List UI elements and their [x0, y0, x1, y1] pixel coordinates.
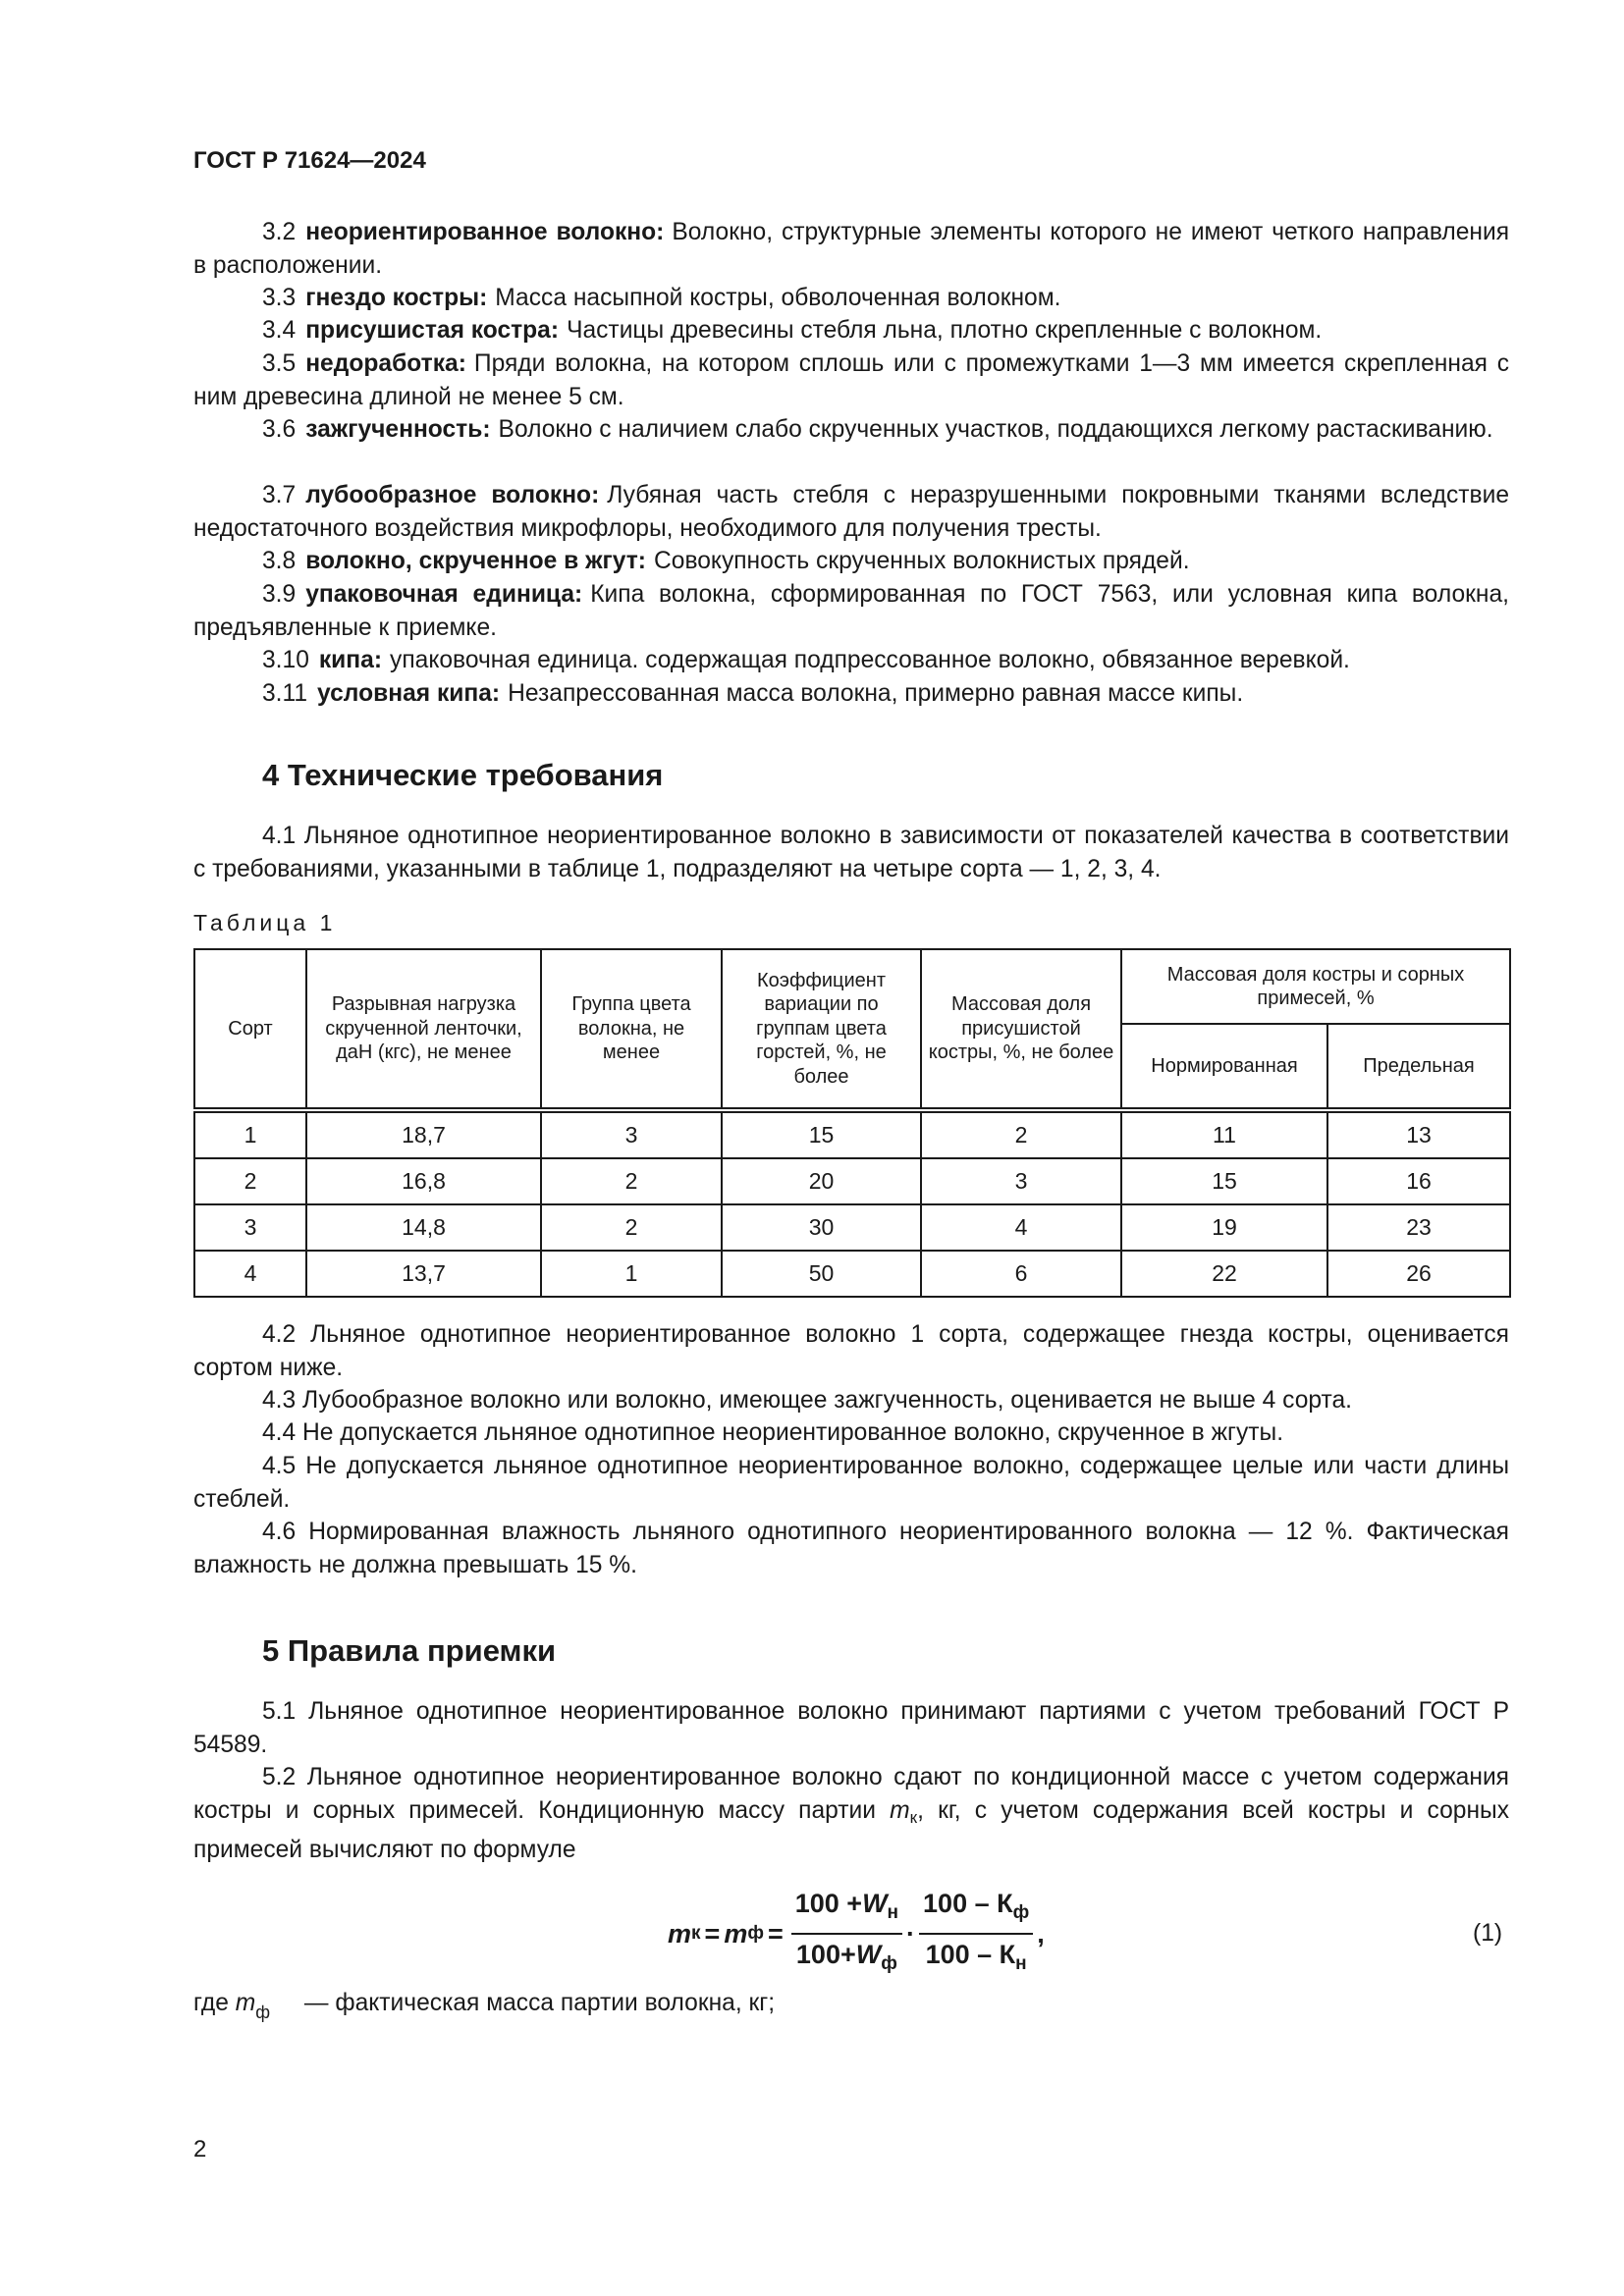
definition-term: недоработка:	[305, 350, 466, 377]
page-number: 2	[193, 2136, 207, 2163]
table-caption: Таблица 1	[193, 910, 337, 935]
table-cell: 3	[921, 1158, 1121, 1204]
definition-term: присушистая костра:	[305, 317, 560, 344]
definition-3-10	[193, 644, 1509, 677]
formula-fraction-moisture	[791, 1888, 902, 1980]
definition-number: 3.6	[262, 416, 297, 443]
formula-lhs: m	[668, 1918, 692, 1949]
definition-text: Незапрессованная масса волокна, примерно равная массе кипы.	[508, 680, 1244, 707]
table-cell: 20	[722, 1158, 921, 1204]
variable-subscript: к	[909, 1807, 918, 1827]
definition-number: 3.9	[262, 581, 297, 608]
formula-term: 100+	[795, 1940, 856, 1969]
table-cell: 15	[1121, 1158, 1327, 1204]
table-cell: 16,8	[306, 1158, 541, 1204]
document-header: ГОСТ Р 71624—2024	[193, 147, 426, 174]
formula-equals: =	[767, 1918, 784, 1949]
definition-3-4	[193, 314, 1509, 347]
definition-number: 3.3	[262, 285, 297, 311]
paragraph-5-1: 5.1 Льняное однотипное неориентированное волокно принимают партиями с учетом требований ГОСТ Р 54589.	[193, 1698, 1509, 1758]
definition-3-11	[193, 677, 1509, 711]
definition-text: Масса насыпной костры, обволоченная волокном.	[495, 285, 1061, 311]
table-cell: 2	[541, 1158, 722, 1204]
fraction-denominator	[792, 1935, 901, 1980]
definition-number: 3.4	[262, 317, 297, 344]
section-heading-5: 5 Правила приемки	[262, 1633, 557, 1668]
header-sort: Сорт	[194, 949, 306, 1110]
table-cell: 14,8	[306, 1204, 541, 1251]
definition-text: Волокно с наличием слабо скрученных участков, поддающихся легкому растаскиванию.	[498, 416, 1493, 443]
definition-text: Частицы древесины стебля льна, плотно скрепленные с волокном.	[567, 317, 1323, 344]
definition-3-3	[193, 282, 1509, 315]
table-cell: 30	[722, 1204, 921, 1251]
where-clause	[193, 1987, 775, 2029]
definition-term: лубообразное волокно:	[305, 482, 600, 508]
formula-subscript: ф	[1012, 1902, 1030, 1923]
paragraph-4-3: 4.3 Лубообразное волокно или волокно, имеющее зажгученность, оценивается не выше 4 сорта.	[262, 1387, 1353, 1414]
formula-actual-mass: m	[724, 1918, 748, 1949]
paragraph-5-2	[193, 1761, 1509, 1867]
table-cell: 4	[921, 1204, 1121, 1251]
definition-term: кипа:	[318, 647, 383, 673]
header-variation-coefficient: Коэффициент вариации по группам цвета горстей, %, не более	[722, 949, 921, 1110]
definition-number: 3.2	[262, 219, 297, 245]
definition-number: 3.10	[262, 647, 309, 673]
fraction-numerator	[791, 1888, 902, 1935]
table-cell: 1	[541, 1251, 722, 1297]
paragraph-text: , кг, с учетом содержания всей костры и сорных примесей вычисляют по формуле	[193, 1796, 1510, 1863]
table-cell: 1	[194, 1110, 306, 1158]
formula-1	[668, 1889, 1045, 1974]
fraction-numerator	[919, 1888, 1033, 1935]
formula-subscript: н	[887, 1902, 899, 1923]
where-variable: m	[235, 1990, 256, 2016]
definition-term: гнездо костры:	[305, 285, 488, 311]
paragraph-4-4: 4.4 Не допускается льняное однотипное неориентированное волокно, скрученное в жгуты.	[262, 1419, 1284, 1446]
definition-3-2	[193, 216, 1509, 282]
table-cell: 22	[1121, 1251, 1327, 1297]
formula-subscript: к	[691, 1923, 701, 1944]
formula-term: 100 – К	[923, 1889, 1013, 1918]
formula-term: 100 – К	[925, 1940, 1016, 1969]
table-cell: 4	[194, 1251, 306, 1297]
formula-number: (1)	[1473, 1920, 1503, 1947]
paragraph-text: 5.2 Льняное однотипное неориентированное волокно сдают по кондиционной массе с учетом содержания костры и сорных примесей. Кондиционную массу партии	[193, 1764, 1509, 1824]
formula-variable: W	[855, 1940, 882, 1969]
formula-subscript: н	[1015, 1953, 1027, 1974]
table-cell: 2	[921, 1110, 1121, 1158]
header-impurities-group: Массовая доля костры и сорных примесей, %	[1121, 949, 1510, 1024]
header-color-group: Группа цвета волокна, не менее	[541, 949, 722, 1110]
grade-table	[193, 948, 1511, 1298]
table-cell: 13	[1327, 1110, 1510, 1158]
definition-number: 3.8	[262, 548, 297, 574]
definition-3-8	[193, 545, 1509, 578]
table-cell: 19	[1121, 1204, 1327, 1251]
paragraph-4-1: 4.1 Льняное однотипное неориентированное волокно в зависимости от показателей качества в соответствии с требованиями, указанными в таблице 1, подразделяют на четыре сорта — 1, 2, 3, 4.	[193, 823, 1509, 882]
where-label: где	[193, 1990, 229, 2016]
header-shive-share: Массовая доля присушистой костры, %, не более	[921, 949, 1121, 1110]
definition-text: Пряди волокна, на котором сплошь или с промежутками 1—3 мм имеется скрепленная с ним древесина длиной не менее 5 см.	[193, 350, 1509, 410]
definition-text: Лубяная часть стебля с неразрушенными покровными тканями вследствие недостаточного воздействия микрофлоры, необходимого для получения тресты.	[193, 482, 1509, 542]
definition-term: волокно, скрученное в жгут:	[305, 548, 646, 574]
table-row	[194, 1110, 1510, 1158]
table-cell: 15	[722, 1110, 921, 1158]
where-subscript: ф	[255, 2002, 271, 2022]
formula-multiply: ·	[906, 1918, 916, 1949]
definition-text: Совокупность скрученных волокнистых прядей.	[654, 548, 1190, 574]
formula-subscript: ф	[747, 1923, 764, 1944]
formula-term: 100 +	[794, 1889, 863, 1918]
table-cell: 50	[722, 1251, 921, 1297]
header-breaking-load: Разрывная нагрузка скрученной ленточки, даН (кгс), не менее	[306, 949, 541, 1110]
table-cell: 23	[1327, 1204, 1510, 1251]
paragraph-4-6: 4.6 Нормированная влажность льняного однотипного неориентированного волокна — 12 %. Фактическая влажность не должна превышать 15 %.	[193, 1519, 1509, 1578]
variable-m: m	[890, 1796, 910, 1824]
fraction-denominator	[922, 1935, 1031, 1980]
definition-text: упаковочная единица. содержащая подпрессованное волокно, обвязанное веревкой.	[390, 647, 1350, 673]
header-normalized: Нормированная	[1121, 1024, 1327, 1110]
table-row	[194, 1251, 1510, 1297]
section-heading-4: 4 Технические требования	[262, 758, 664, 792]
table-cell: 6	[921, 1251, 1121, 1297]
table-cell: 3	[194, 1204, 306, 1251]
formula-comma: ,	[1037, 1918, 1045, 1949]
table-cell: 2	[541, 1204, 722, 1251]
table-cell: 3	[541, 1110, 722, 1158]
definition-number: 3.7	[262, 482, 297, 508]
definition-text: Кипа волокна, сформированная по ГОСТ 7563, или условная кипа волокна, предъявленные к приемке.	[193, 581, 1509, 641]
paragraph-4-2: 4.2 Льняное однотипное неориентированное волокно 1 сорта, содержащее гнезда костры, оценивается сортом ниже.	[193, 1321, 1509, 1381]
definition-text: Волокно, структурные элементы которого не имеют четкого направления в расположении.	[193, 219, 1510, 279]
table-cell: 13,7	[306, 1251, 541, 1297]
definition-3-5	[193, 347, 1509, 413]
table-cell: 2	[194, 1158, 306, 1204]
table-cell: 26	[1327, 1251, 1510, 1297]
definition-term: неориентированное волокно:	[305, 219, 665, 245]
table-row	[194, 1158, 1510, 1204]
table-row	[194, 1204, 1510, 1251]
header-limit: Предельная	[1327, 1024, 1510, 1110]
formula-variable: W	[862, 1889, 888, 1918]
definition-number: 3.11	[262, 680, 308, 707]
paragraph-4-5: 4.5 Не допускается льняное однотипное неориентированное волокно, содержащее целые или части длины стеблей.	[193, 1453, 1509, 1513]
table-cell: 11	[1121, 1110, 1327, 1158]
table-cell: 18,7	[306, 1110, 541, 1158]
definition-term: зажгученность:	[305, 416, 491, 443]
formula-subscript: ф	[881, 1953, 897, 1974]
formula-fraction-impurities	[919, 1888, 1033, 1980]
definition-term: упаковочная единица:	[305, 581, 583, 608]
definition-3-9	[193, 578, 1509, 644]
definition-3-6	[193, 413, 1509, 447]
definition-number: 3.5	[262, 350, 297, 377]
table-cell: 16	[1327, 1158, 1510, 1204]
where-text: — фактическая масса партии волокна, кг;	[303, 1990, 776, 2016]
formula-equals: =	[704, 1918, 721, 1949]
definition-3-7	[193, 479, 1509, 545]
definition-term: условная кипа:	[317, 680, 501, 707]
